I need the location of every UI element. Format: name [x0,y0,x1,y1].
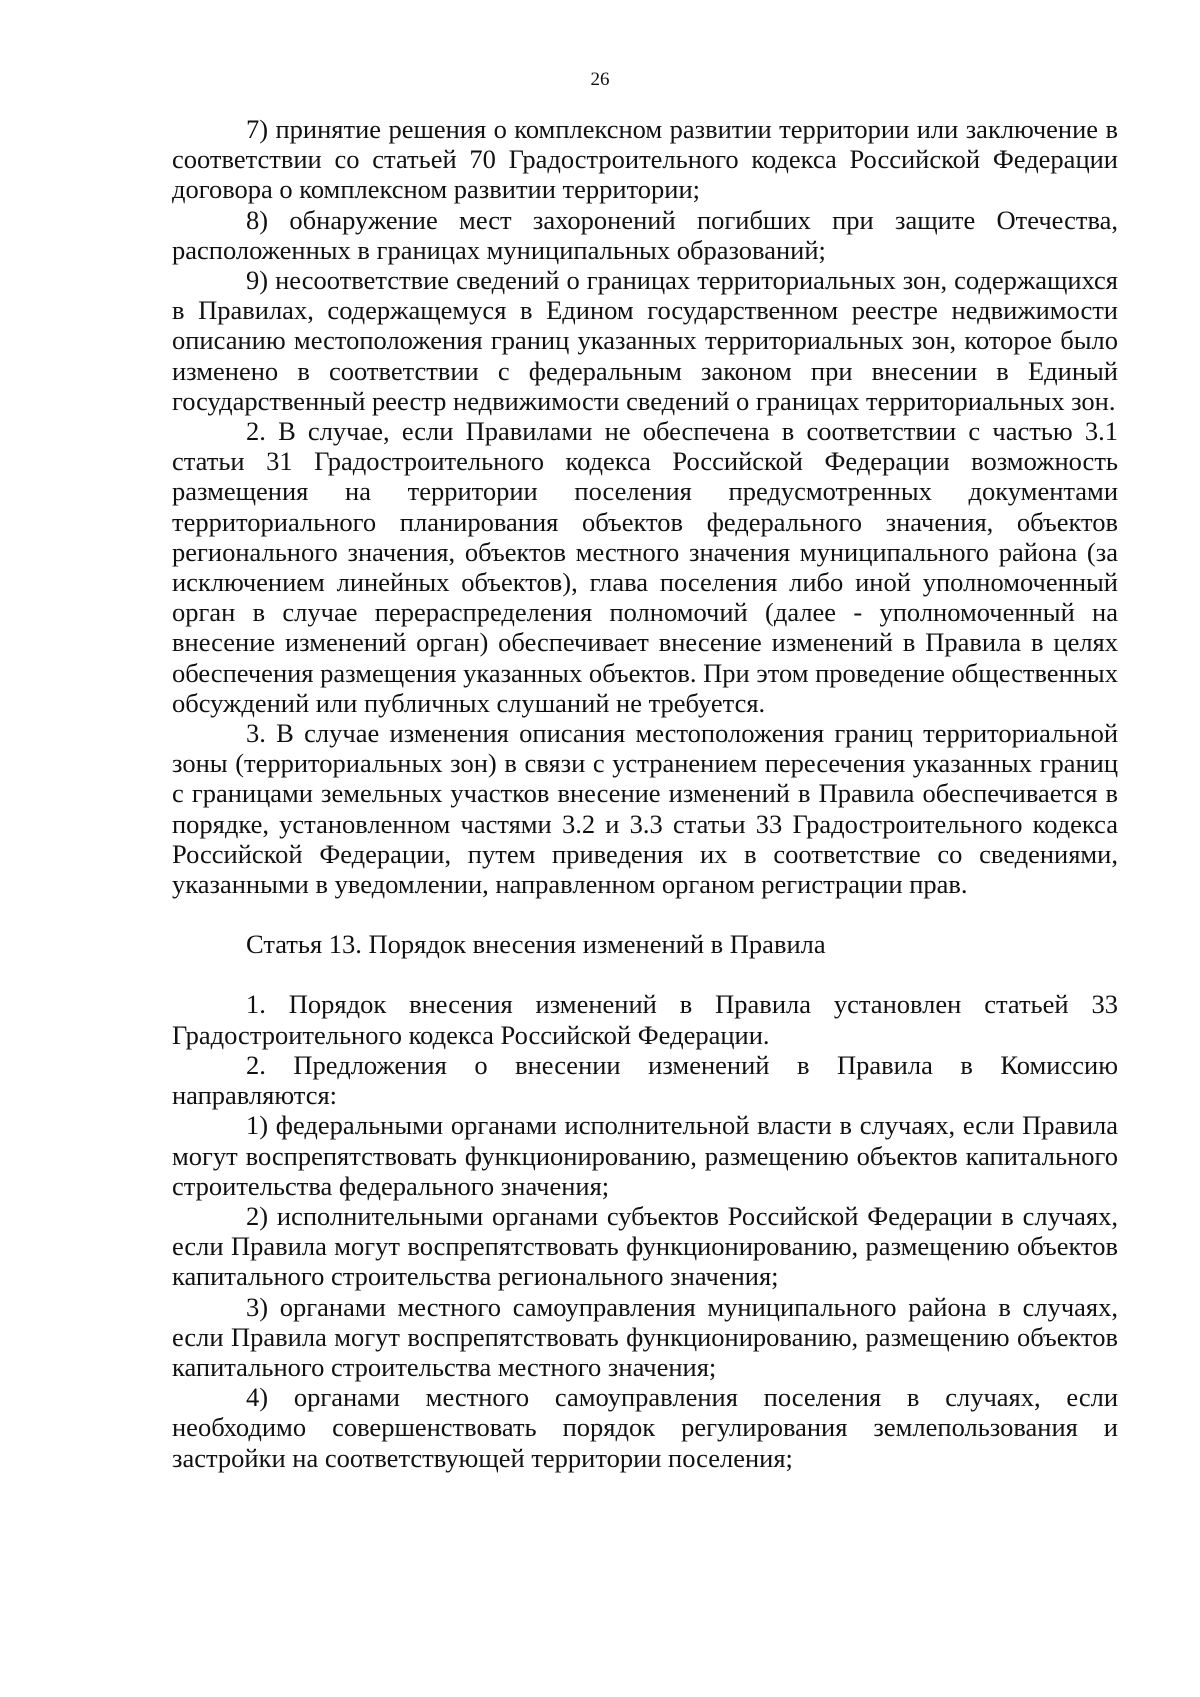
article-13-item-4: 4) органами местного самоуправления поселения в случаях, если необходимо совершенствовать порядок регулирования землепользования и застройки на соответствующей территории поселения; [172,1382,1118,1473]
paragraph-item-8: 8) обнаружение мест захоронений погибших при защите Отечества, расположенных в границах муниципальных образований; [172,204,1118,265]
article-13-item-1: 1) федеральными органами исполнительной власти в случаях, если Правила могут воспрепятствовать функционированию, размещению объектов капитального строительства федерального значения; [172,1110,1118,1201]
paragraph-item-7: 7) принятие решения о комплексном развитии территории или заключение в соответствии со статьей 70 Градостроительного кодекса Российской Федерации договора о комплексном развитии территории; [172,114,1118,205]
article-13-title: Статья 13. Порядок внесения изменений в Правила [246,929,826,960]
article-13-clause-1: 1. Порядок внесения изменений в Правила установлен статьей 33 Градостроительного кодекса Российской Федерации. [172,989,1118,1050]
paragraph-clause-3: 3. В случае изменения описания местоположения границ территориальной зоны (территориальных зон) в связи с устранением пересечения указанных границ с границами земельных участков внесение изменений в Правила обеспечивается в порядке, установленном частями 3.2 и 3.3 статьи 33 Градостроительного кодекса Российской Федерации, путем приведения их в соответствие со сведениями, указанными в уведомлении, направленном органом регистрации прав. [172,718,1118,900]
paragraph-clause-2: 2. В случае, если Правилами не обеспечена в соответствии с частью 3.1 статьи 31 Градостроительного кодекса Российской Федерации возможность размещения на территории поселения предусмотренных документами территориального планирования объектов федерального значения, объектов регионального значения, объектов местного значения муниципального района (за исключением линейных объектов), глава поселения либо иной уполномоченный орган в случае перераспределения полномочий (далее - уполномоченный на внесение изменений орган) обеспечивает внесение изменений в Правила в целях обеспечения размещения указанных объектов. При этом проведение общественных обсуждений или публичных слушаний не требуется. [172,416,1118,718]
page-number: 26 [590,69,610,90]
article-13-clause-2: 2. Предложения о внесении изменений в Правила в Комиссию направляются: [172,1049,1118,1111]
document-body [172,114,1118,1473]
paragraph-item-9: 9) несоответствие сведений о границах территориальных зон, содержащихся в Правилах, содержащемуся в Едином государственном реестре недвижимости описанию местоположения границ указанных территориальных зон, которое было изменено в соответствии с федеральным законом при внесении в Единый государственный реестр недвижимости сведений о границах территориальных зон. [172,265,1118,416]
article-13-item-3: 3) органами местного самоуправления муниципального района в случаях, если Правила могут воспрепятствовать функционированию, размещению объектов капитального строительства местного значения; [172,1291,1118,1382]
article-13-item-2: 2) исполнительными органами субъектов Российской Федерации в случаях, если Правила могут воспрепятствовать функционированию, размещению объектов капитального строительства регионального значения; [172,1200,1118,1292]
